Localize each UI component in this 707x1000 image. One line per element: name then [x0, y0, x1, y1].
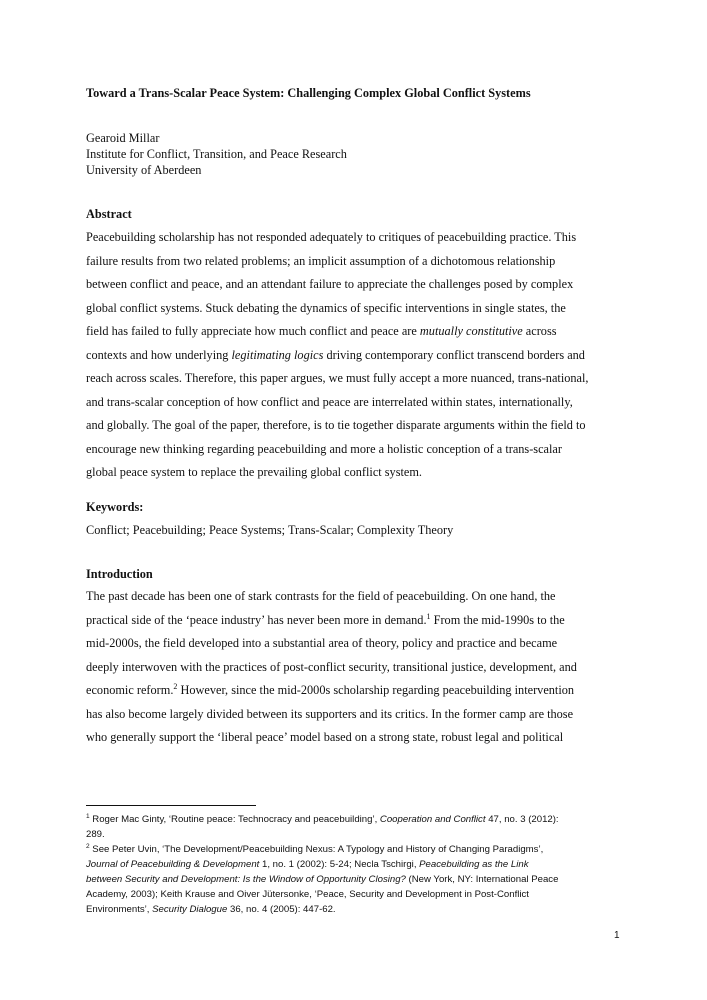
author-institute: Institute for Conflict, Transition, and Peace Research	[86, 147, 347, 161]
intro-line: The past decade has been one of stark contrasts for the field of peacebuilding. On one hand, the	[86, 589, 556, 603]
abstract-line: global conflict systems. Stuck debating the dynamics of specific interventions in single states, the	[86, 300, 566, 315]
abstract-line: contexts and how underlying legitimating logics driving contemporary conflict transcend borders and	[86, 347, 585, 362]
author-university: University of Aberdeen	[86, 163, 202, 177]
intro-line: practical side of the ‘peace industry’ has never been more in demand.$^1$ From the mid-1990s to the	[86, 611, 565, 627]
abstract-body	[86, 226, 626, 485]
abstract-heading: Abstract	[86, 207, 132, 221]
emphasis-text: mutually constitutive	[419, 324, 523, 338]
footnote-2: $^2$ See Peter Uvin, ‘The Development/Peacebuilding Nexus: A Typology and History of Changing Paradigms’, Journal of Peacebuilding & Development 1, no. 1 (2002): 5-24; Necla Tschirgi, Peacebuilding as the Link between Security and Development: Is the Window of Opportunity Closing? (New York, NY: International Peace Academy, 2003); Keith Krause and Oiver Jütersonke, ‘Peace, Security and Development in Post-Conflict Environments’, Security Dialogue 36, no. 4 (2005): 447-62.	[86, 843, 559, 915]
abstract-line: encourage new thinking regarding peacebuilding and more a holistic conception of a trans-scalar	[86, 441, 562, 456]
abstract-line: failure results from two related problems; an implicit assumption of a dichotomous relationship	[86, 253, 556, 268]
keywords-list: Conflict; Peacebuilding; Peace Systems; Trans-Scalar; Complexity Theory	[86, 523, 454, 537]
footnote-1: $^1$ Roger Mac Ginty, ‘Routine peace: Technocracy and peacebuilding’, Cooperation and Conflict 47, no. 3 (2012): 289.	[86, 813, 559, 840]
abstract-line: field has failed to fully appreciate how much conflict and peace are mutually constitutive across	[86, 324, 557, 338]
intro-line: has also become largely divided between its supporters and its critics. In the former camp are those	[86, 706, 574, 721]
abstract-line: between conflict and peace, and an attendant failure to appreciate the challenges posed by complex	[86, 277, 574, 291]
abstract-line: global peace system to replace the prevailing global conflict system.	[86, 465, 423, 479]
intro-line: economic reform.$^2$ However, since the mid-2000s scholarship regarding peacebuilding intervention	[86, 682, 575, 697]
abstract-line: Peacebuilding scholarship has not responded adequately to critiques of peacebuilding practice. This	[86, 230, 577, 244]
author-name: Gearoid Millar	[86, 131, 160, 145]
intro-line: deeply interwoven with the practices of post-conflict security, transitional justice, development, and	[86, 659, 577, 674]
abstract-line: and trans-scalar conception of how conflict and peace are interrelated within states, internationally,	[86, 394, 573, 409]
paper-title: Toward a Trans-Scalar Peace System: Challenging Complex Global Conflict Systems	[86, 86, 531, 100]
keywords-heading: Keywords:	[86, 500, 144, 514]
abstract-line: reach across scales. Therefore, this paper argues, we must fully accept a more nuanced, trans-national,	[86, 371, 589, 385]
abstract-line: and globally. The goal of the paper, therefore, is to tie together disparate arguments within the field to	[86, 418, 586, 432]
footnote-ref[interactable]: 2	[173, 682, 178, 691]
introduction-heading: Introduction	[86, 567, 153, 581]
page-number: 1	[614, 930, 620, 941]
author-block	[86, 130, 347, 178]
intro-line: mid-2000s, the field developed into a substantial area of theory, policy and practice and became	[86, 636, 558, 650]
emphasis-text: legitimating logics	[231, 347, 324, 362]
introduction-body	[86, 585, 626, 750]
footnote-ref[interactable]: 1	[426, 611, 431, 621]
footnote-divider	[86, 805, 256, 806]
intro-line: who generally support the ‘liberal peace’ model based on a strong state, robust legal and political	[86, 730, 564, 744]
